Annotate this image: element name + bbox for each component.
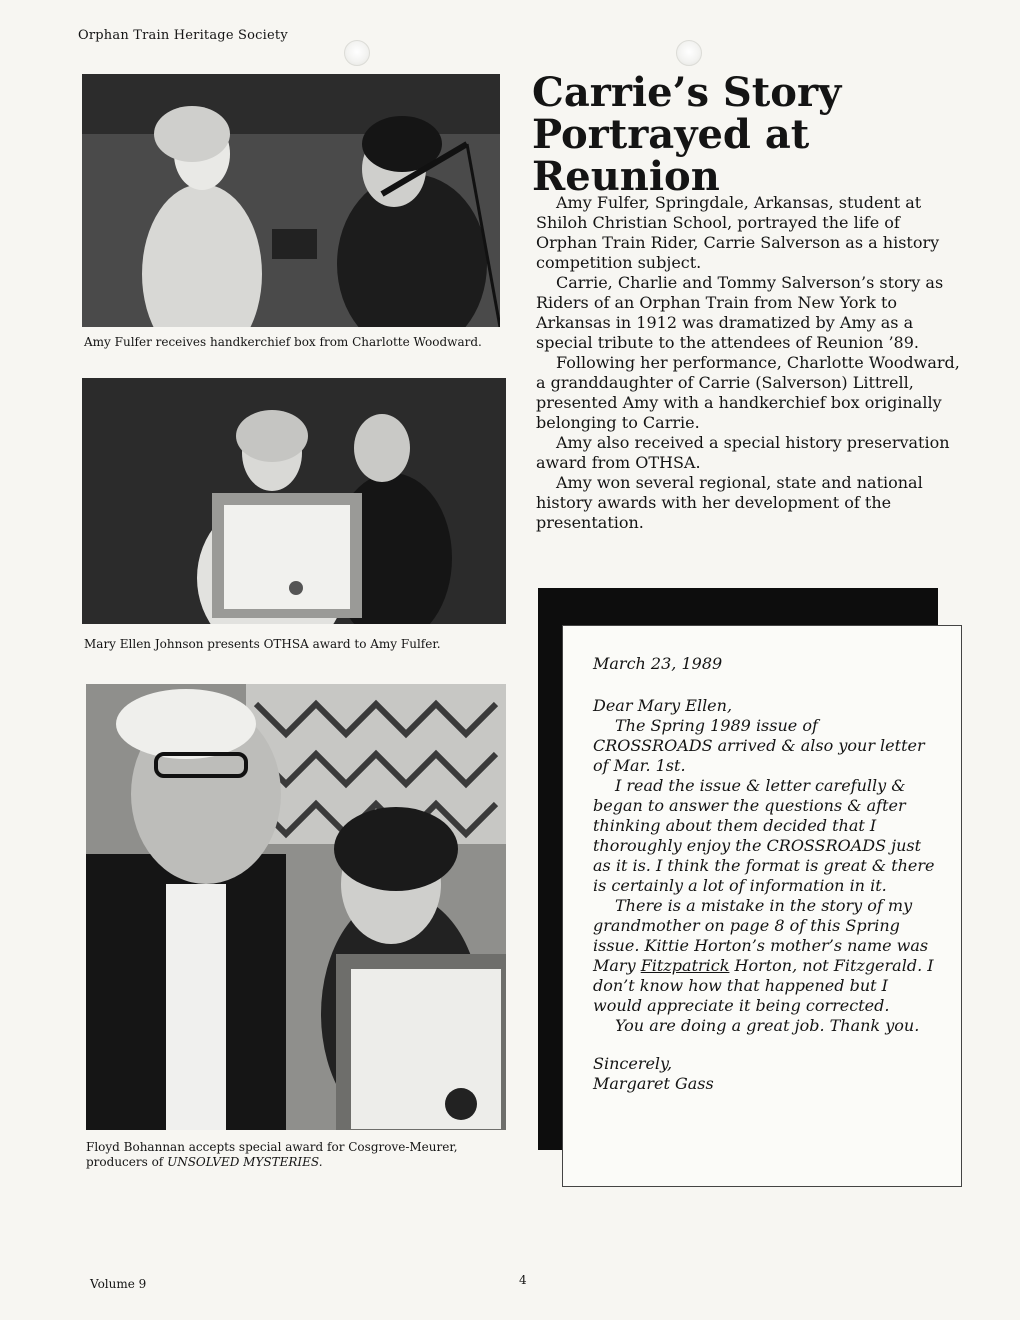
letter-text: There is a mistake in the story of my grandmother on page 8 of this Spring issue. Kittie Horton’s mother’s name was Mary	[593, 896, 929, 975]
photo-handkerchief-box	[82, 74, 500, 327]
letter-signature: Margaret Gass	[593, 1074, 714, 1093]
letter-text: Horton, not Fitzgerald. I don’t know how that happened but I would appreciate it being corrected.	[593, 956, 934, 1015]
caption-text: .	[318, 1155, 323, 1169]
volume-label: Volume 9	[90, 1277, 147, 1291]
article-title	[532, 69, 962, 200]
article-body	[536, 193, 966, 533]
photo-caption	[86, 1140, 486, 1170]
page-number: 4	[519, 1273, 527, 1287]
letter-date: March 23, 1989	[593, 654, 723, 673]
letter-salutation: Dear Mary Ellen,	[593, 696, 733, 715]
punch-hole	[676, 40, 702, 66]
article-paragraph: Amy Fulfer, Springdale, Arkansas, student at Shiloh Christian School, portrayed the life of Orphan Train Rider, Carrie Salverson as a history competition subject.	[536, 193, 940, 272]
article-paragraph: Amy also received a special history preservation award from OTHSA.	[536, 433, 950, 472]
title-line: Reunion	[532, 153, 720, 200]
letter-paragraph	[593, 896, 935, 1016]
letter-paragraph: I read the issue & letter carefully & began to answer the questions & after thinking about them decided that I thoroughly enjoy the CROSSROADS just as it is. I think the format is great & there is certainly a lot of information in it.	[593, 776, 935, 895]
article-paragraph: Carrie, Charlie and Tommy Salverson’s story as Riders of an Orphan Train from New York to Arkansas in 1912 was dramatized by Amy as a special tribute to the attendees of Reunion ’89.	[536, 273, 944, 352]
photo-unsolved-mysteries-award	[86, 684, 506, 1130]
letter-closing: Sincerely,	[593, 1054, 673, 1073]
photo-caption: Mary Ellen Johnson presents OTHSA award to Amy Fulfer.	[84, 637, 441, 651]
publication-header: Orphan Train Heritage Society	[78, 28, 288, 43]
photo-othsa-award	[82, 378, 506, 624]
title-line: Carrie’s Story	[532, 69, 842, 116]
caption-text: Floyd Bohannan accepts special award for Cosgrove-Meurer,	[86, 1140, 458, 1154]
letter-paragraph: The Spring 1989 issue of CROSSROADS arrived & also your letter of Mar. 1st.	[593, 716, 925, 775]
caption-text: producers of	[86, 1155, 168, 1169]
article-paragraph: Amy won several regional, state and national history awards with her development of the presentation.	[536, 473, 923, 532]
photo-caption: Amy Fulfer receives handkerchief box from Charlotte Woodward.	[84, 335, 482, 349]
article-paragraph: Following her performance, Charlotte Woodward, a granddaughter of Carrie (Salverson) Littrell, presented Amy with a handkerchief box originally belonging to Carrie.	[536, 353, 960, 432]
punch-hole	[344, 40, 370, 66]
reader-letter	[562, 625, 962, 1187]
letter-underlined-name: Fitzpatrick	[640, 956, 730, 975]
caption-show-title: UNSOLVED MYSTERIES	[167, 1155, 319, 1169]
letter-paragraph: You are doing a great job. Thank you.	[615, 1016, 920, 1035]
title-line: Portrayed at	[532, 111, 810, 158]
